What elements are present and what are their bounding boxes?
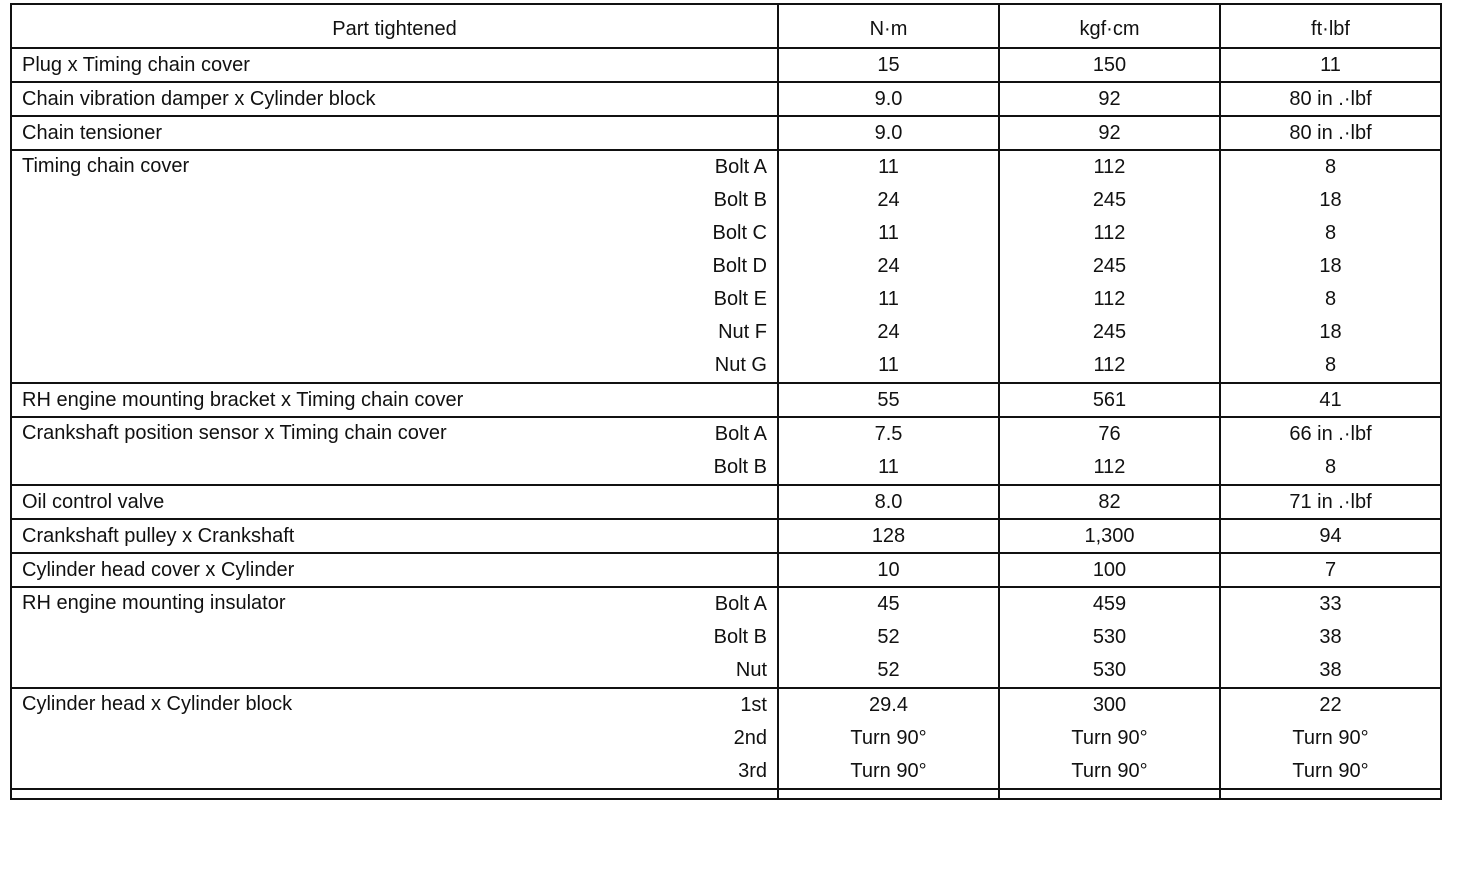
torque-value: 24 <box>877 189 900 211</box>
torque-value: 7.5 <box>874 423 903 445</box>
part-cell <box>11 485 778 519</box>
part-name: Oil control valve <box>22 491 165 513</box>
torque-value: 55 <box>877 389 900 411</box>
torque-nm-cell <box>778 553 999 587</box>
fastener-label: Bolt B <box>713 189 767 211</box>
part-name: Chain vibration damper x Cylinder block <box>22 88 376 110</box>
fastener-label: Bolt D <box>712 255 767 277</box>
torque-ftlbf-cell <box>1220 587 1441 688</box>
fastener-label: Bolt C <box>712 222 767 244</box>
torque-ftlbf-cell <box>1220 383 1441 417</box>
torque-value: 112 <box>1093 222 1126 244</box>
torque-value: 128 <box>871 525 906 547</box>
torque-nm-cell <box>778 150 999 383</box>
header-part: Part tightened <box>11 4 778 48</box>
torque-ftlbf-cell <box>1220 48 1441 82</box>
header-ftlbf: ft·lbf <box>1220 4 1441 48</box>
torque-value: Turn 90° <box>1071 727 1148 749</box>
torque-value: 92 <box>1098 88 1121 110</box>
torque-value: 7 <box>1324 559 1337 581</box>
torque-kgfcm-cell <box>999 519 1220 553</box>
empty-cell <box>999 789 1220 799</box>
torque-ftlbf-cell <box>1220 116 1441 150</box>
torque-value: 11 <box>878 354 899 376</box>
empty-cell <box>1220 789 1441 799</box>
torque-value: 18 <box>1319 189 1342 211</box>
torque-value: 112 <box>1093 156 1126 178</box>
torque-value: 112 <box>1093 456 1126 478</box>
torque-value: 11 <box>878 222 899 244</box>
torque-value: 94 <box>1319 525 1342 547</box>
torque-kgfcm-cell <box>999 688 1220 789</box>
part-cell <box>11 116 778 150</box>
torque-value: 11 <box>878 288 899 310</box>
part-cell <box>11 688 778 789</box>
torque-value: 29.4 <box>869 694 908 716</box>
torque-value: 8 <box>1324 288 1337 310</box>
fastener-list <box>714 588 767 687</box>
fastener-label: Nut G <box>714 354 767 376</box>
torque-value: 11 <box>878 156 899 178</box>
torque-kgfcm-cell <box>999 417 1220 485</box>
torque-kgfcm-cell <box>999 48 1220 82</box>
torque-value: 11 <box>878 456 899 478</box>
torque-value: 76 <box>1098 423 1121 445</box>
torque-value: 1,300 <box>1084 525 1135 547</box>
torque-value: 15 <box>877 54 900 76</box>
torque-kgfcm-cell <box>999 553 1220 587</box>
torque-value: 9.0 <box>874 88 903 110</box>
fastener-label: Bolt B <box>713 456 767 478</box>
torque-value: 45 <box>877 593 900 615</box>
table-row <box>11 688 1441 789</box>
torque-value: 18 <box>1319 255 1342 277</box>
torque-ftlbf-cell <box>1220 417 1441 485</box>
torque-ftlbf-cell <box>1220 553 1441 587</box>
torque-value: 100 <box>1092 559 1127 581</box>
torque-ftlbf-cell <box>1220 519 1441 553</box>
torque-value: Turn 90° <box>850 760 927 782</box>
part-name: RH engine mounting insulator <box>22 592 286 614</box>
part-name: Crankshaft pulley x Crankshaft <box>22 525 295 547</box>
torque-value: 38 <box>1319 626 1342 648</box>
table-row <box>11 116 1441 150</box>
torque-value: 11 <box>1320 54 1341 76</box>
fastener-label: Bolt A <box>714 593 767 615</box>
empty-cell <box>778 789 999 799</box>
torque-ftlbf-cell <box>1220 150 1441 383</box>
header-row <box>11 4 1441 48</box>
torque-value: 8.0 <box>874 491 903 513</box>
torque-nm-cell <box>778 688 999 789</box>
table-continuation-row <box>11 789 1441 799</box>
part-cell <box>11 48 778 82</box>
fastener-label: 2nd <box>733 727 767 749</box>
part-name: Chain tensioner <box>22 122 163 144</box>
torque-value: 112 <box>1093 288 1126 310</box>
table-row <box>11 383 1441 417</box>
torque-value: 66 in .·lbf <box>1289 423 1372 445</box>
torque-value: 52 <box>877 626 900 648</box>
part-cell <box>11 519 778 553</box>
part-name: Plug x Timing chain cover <box>22 54 250 76</box>
torque-value: 561 <box>1092 389 1127 411</box>
torque-value: 22 <box>1319 694 1342 716</box>
torque-nm-cell <box>778 485 999 519</box>
torque-value: 9.0 <box>874 122 903 144</box>
torque-value: 80 in .·lbf <box>1289 122 1372 144</box>
torque-value: 245 <box>1092 255 1127 277</box>
fastener-label: Nut F <box>718 321 767 343</box>
torque-value: 33 <box>1319 593 1342 615</box>
part-cell <box>11 417 778 485</box>
torque-value: 18 <box>1319 321 1342 343</box>
empty-cell <box>11 789 778 799</box>
torque-value: 530 <box>1092 626 1127 648</box>
fastener-label: Bolt B <box>713 626 767 648</box>
table-row <box>11 519 1441 553</box>
torque-value: 10 <box>877 559 900 581</box>
torque-value: 300 <box>1092 694 1127 716</box>
fastener-label: 1st <box>740 694 767 716</box>
part-cell <box>11 82 778 116</box>
torque-nm-cell <box>778 519 999 553</box>
torque-value: 459 <box>1092 593 1127 615</box>
torque-value: 150 <box>1092 54 1127 76</box>
torque-value: 41 <box>1319 389 1342 411</box>
torque-spec-table <box>10 3 1442 800</box>
fastener-label: Bolt E <box>713 288 767 310</box>
table-row <box>11 587 1441 688</box>
torque-value: 8 <box>1324 222 1337 244</box>
torque-value: 8 <box>1324 156 1337 178</box>
table-row <box>11 553 1441 587</box>
fastener-label: 3rd <box>738 760 767 782</box>
fastener-label: Bolt A <box>714 423 767 445</box>
torque-value: 82 <box>1098 491 1121 513</box>
torque-value: 92 <box>1098 122 1121 144</box>
torque-nm-cell <box>778 383 999 417</box>
torque-value: 38 <box>1319 659 1342 681</box>
torque-value: 24 <box>877 321 900 343</box>
table-row <box>11 417 1441 485</box>
torque-nm-cell <box>778 587 999 688</box>
torque-value: 8 <box>1324 456 1337 478</box>
fastener-list <box>713 151 767 382</box>
torque-nm-cell <box>778 48 999 82</box>
part-cell <box>11 383 778 417</box>
part-name: Timing chain cover <box>22 155 190 177</box>
torque-value: 530 <box>1092 659 1127 681</box>
torque-ftlbf-cell <box>1220 82 1441 116</box>
part-cell <box>11 587 778 688</box>
torque-kgfcm-cell <box>999 383 1220 417</box>
torque-ftlbf-cell <box>1220 688 1441 789</box>
table-row <box>11 82 1441 116</box>
fastener-label: Bolt A <box>714 156 767 178</box>
torque-value: Turn 90° <box>1071 760 1148 782</box>
torque-kgfcm-cell <box>999 150 1220 383</box>
part-cell <box>11 553 778 587</box>
table-body <box>11 48 1441 799</box>
part-name: Crankshaft position sensor x Timing chain cover <box>22 422 447 444</box>
table-row <box>11 150 1441 383</box>
torque-value: 71 in .·lbf <box>1289 491 1372 513</box>
fastener-label: Nut <box>735 659 767 681</box>
part-cell <box>11 150 778 383</box>
torque-value: Turn 90° <box>1292 760 1369 782</box>
torque-value: Turn 90° <box>1292 727 1369 749</box>
torque-value: 24 <box>877 255 900 277</box>
torque-value: 245 <box>1092 189 1127 211</box>
part-name: Cylinder head cover x Cylinder <box>22 559 295 581</box>
header-kgfcm: kgf·cm <box>999 4 1220 48</box>
torque-value: 8 <box>1324 354 1337 376</box>
torque-nm-cell <box>778 417 999 485</box>
fastener-list <box>714 418 767 484</box>
torque-value: 80 in .·lbf <box>1289 88 1372 110</box>
table-row <box>11 485 1441 519</box>
torque-kgfcm-cell <box>999 485 1220 519</box>
torque-value: Turn 90° <box>850 727 927 749</box>
torque-kgfcm-cell <box>999 587 1220 688</box>
torque-value: 112 <box>1093 354 1126 376</box>
torque-nm-cell <box>778 82 999 116</box>
torque-ftlbf-cell <box>1220 485 1441 519</box>
torque-kgfcm-cell <box>999 116 1220 150</box>
torque-nm-cell <box>778 116 999 150</box>
header-nm: N·m <box>778 4 999 48</box>
part-name: RH engine mounting bracket x Timing chain cover <box>22 389 464 411</box>
torque-kgfcm-cell <box>999 82 1220 116</box>
table-row <box>11 48 1441 82</box>
torque-value: 245 <box>1092 321 1127 343</box>
fastener-list <box>734 689 767 788</box>
part-name: Cylinder head x Cylinder block <box>22 693 293 715</box>
torque-value: 52 <box>877 659 900 681</box>
